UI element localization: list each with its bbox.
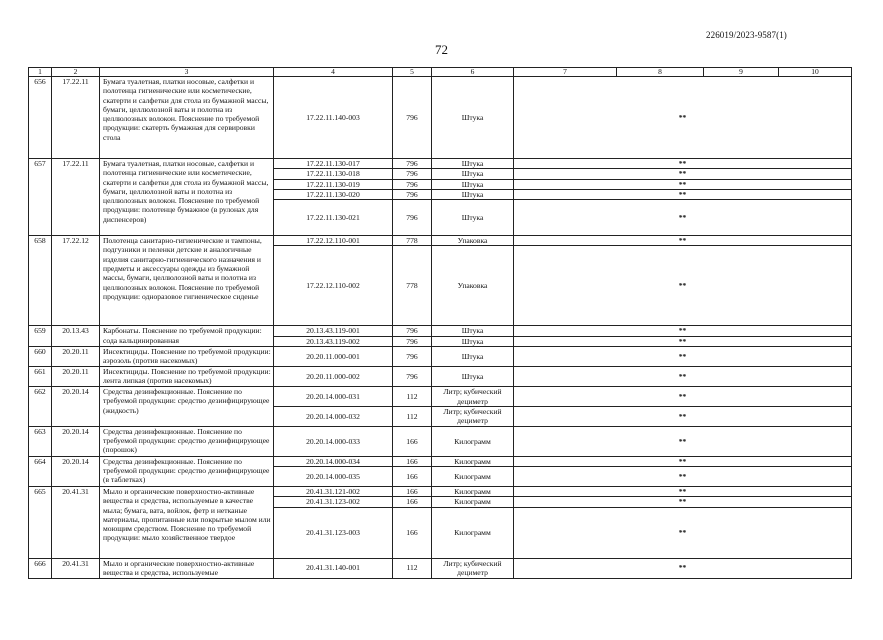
ktru-code-cell: 20.20.14.000-032 (274, 407, 393, 427)
document-number: 226019/2023-9587(1) (706, 30, 787, 40)
product-description-cell: Мыло и органические поверхностно-активные вещества и средства, используемые в качестве мыла; бумага, вата, войлок, фетр и нетканые материалы, пропитанные или покрытые мылом или моющим средством. Пояснение по требуемой продукции: мыло хозяйственное твердое (100, 486, 274, 558)
col-header-5: 5 (393, 68, 432, 77)
merged-mark-cell: ** (514, 367, 852, 387)
merged-mark-cell: ** (514, 347, 852, 367)
unit-code-cell: 796 (393, 169, 432, 179)
unit-name-cell: Килограмм (432, 486, 514, 496)
product-description-cell: Полотенца санитарно-гигиенические и тампоны, подгузники и пеленки детские и аналогичные изделия санитарно-гигиенического назначения и предметы и аксессуары одежды из бумажной массы, бумаги, целлюлозной ваты и полотна из целлюлозных волокон. Пояснение по требуемой продукции: одноразовое гигиеническое сиденье (100, 236, 274, 326)
table-row (29, 326, 852, 336)
table-row (29, 387, 852, 407)
col-header-8: 8 (617, 68, 704, 77)
unit-code-cell: 796 (393, 347, 432, 367)
product-description-cell: Карбонаты. Пояснение по требуемой продукции: сода кальцинированная (100, 326, 274, 347)
row-number-cell: 665 (29, 486, 52, 558)
unit-code-cell: 796 (393, 179, 432, 189)
okpd-code-cell: 17.22.11 (52, 159, 100, 236)
unit-code-cell: 166 (393, 426, 432, 456)
ktru-code-cell: 20.20.14.000-035 (274, 466, 393, 486)
merged-mark-cell: ** (514, 387, 852, 407)
ktru-code-cell: 17.22.12.110-002 (274, 246, 393, 326)
okpd-code-cell: 20.13.43 (52, 326, 100, 347)
row-number-cell: 661 (29, 367, 52, 387)
unit-name-cell: Штука (432, 367, 514, 387)
product-description-cell: Средства дезинфекционные. Пояснение по требуемой продукции: средство дезинфицирующее (в таблетках) (100, 456, 274, 486)
ktru-code-cell: 20.13.43.119-001 (274, 326, 393, 336)
col-header-10: 10 (779, 68, 852, 77)
table-row (29, 236, 852, 246)
unit-name-cell: Штука (432, 179, 514, 189)
unit-name-cell: Литр; кубический дециметр (432, 387, 514, 407)
row-number-cell: 656 (29, 77, 52, 159)
merged-mark-cell: ** (514, 558, 852, 578)
unit-name-cell: Упаковка (432, 236, 514, 246)
row-number-cell: 657 (29, 159, 52, 236)
product-description-cell: Средства дезинфекционные. Пояснение по требуемой продукции: средство дезинфицирующее (порошок) (100, 426, 274, 456)
col-header-7: 7 (514, 68, 617, 77)
row-number-cell: 666 (29, 558, 52, 578)
merged-mark-cell: ** (514, 407, 852, 427)
col-header-1: 1 (29, 68, 52, 77)
okpd-code-cell: 20.20.11 (52, 347, 100, 367)
merged-mark-cell: ** (514, 336, 852, 346)
table-row (29, 77, 852, 159)
merged-mark-cell: ** (514, 426, 852, 456)
unit-code-cell: 796 (393, 77, 432, 159)
table-row (29, 486, 852, 496)
unit-name-cell: Штука (432, 159, 514, 169)
unit-code-cell: 796 (393, 367, 432, 387)
merged-mark-cell: ** (514, 507, 852, 558)
unit-code-cell: 112 (393, 407, 432, 427)
unit-name-cell: Штука (432, 77, 514, 159)
merged-mark-cell: ** (514, 466, 852, 486)
merged-mark-cell: ** (514, 169, 852, 179)
ktru-code-cell: 20.13.43.119-002 (274, 336, 393, 346)
ktru-code-cell: 20.20.14.000-031 (274, 387, 393, 407)
ktru-code-cell: 17.22.12.110-001 (274, 236, 393, 246)
unit-name-cell: Упаковка (432, 246, 514, 326)
col-header-4: 4 (274, 68, 393, 77)
okpd-code-cell: 17.22.12 (52, 236, 100, 326)
merged-mark-cell: ** (514, 486, 852, 496)
merged-mark-cell: ** (514, 77, 852, 159)
okpd-code-cell: 20.20.14 (52, 387, 100, 427)
merged-mark-cell: ** (514, 456, 852, 466)
ktru-code-cell: 20.41.31.121-002 (274, 486, 393, 496)
ktru-code-cell: 17.22.11.130-019 (274, 179, 393, 189)
okpd-code-cell: 17.22.11 (52, 77, 100, 159)
unit-name-cell: Штука (432, 336, 514, 346)
unit-name-cell: Литр; кубический дециметр (432, 558, 514, 578)
unit-code-cell: 796 (393, 336, 432, 346)
row-number-cell: 658 (29, 236, 52, 326)
ktru-code-cell: 17.22.11.130-018 (274, 169, 393, 179)
product-description-cell: Бумага туалетная, платки носовые, салфетки и полотенца гигиенические или косметические, скатерти и салфетки для стола из бумажной массы, бумаги, целлюлозной ваты и полотна из целлюлозных волокон. Пояснение по требуемой продукции: полотенце бумажное (в рулонах для диспенсеров) (100, 159, 274, 236)
row-number-cell: 663 (29, 426, 52, 456)
table-row (29, 347, 852, 367)
col-header-6: 6 (432, 68, 514, 77)
header-row (29, 68, 852, 77)
merged-mark-cell: ** (514, 159, 852, 169)
row-number-cell: 660 (29, 347, 52, 367)
okpd-code-cell: 20.20.14 (52, 426, 100, 456)
procurement-table (28, 67, 852, 579)
okpd-code-cell: 20.41.31 (52, 486, 100, 558)
unit-code-cell: 112 (393, 387, 432, 407)
unit-code-cell: 796 (393, 326, 432, 336)
row-number-cell: 659 (29, 326, 52, 347)
product-description-cell: Мыло и органические поверхностно-активные вещества и средства, используемые (100, 558, 274, 578)
merged-mark-cell: ** (514, 189, 852, 199)
unit-name-cell: Килограмм (432, 507, 514, 558)
unit-code-cell: 112 (393, 558, 432, 578)
product-description-cell: Инсектициды. Пояснение по требуемой продукции: лента липкая (против насекомых) (100, 367, 274, 387)
ktru-code-cell: 20.20.14.000-034 (274, 456, 393, 466)
unit-code-cell: 166 (393, 456, 432, 466)
unit-code-cell: 796 (393, 189, 432, 199)
unit-code-cell: 796 (393, 200, 432, 236)
merged-mark-cell: ** (514, 200, 852, 236)
ktru-code-cell: 20.20.11.000-001 (274, 347, 393, 367)
col-header-9: 9 (704, 68, 779, 77)
ktru-code-cell: 20.41.31.140-001 (274, 558, 393, 578)
col-header-3: 3 (100, 68, 274, 77)
unit-name-cell: Штука (432, 200, 514, 236)
unit-name-cell: Килограмм (432, 456, 514, 466)
table-row (29, 367, 852, 387)
product-description-cell: Инсектициды. Пояснение по требуемой продукции: аэрозоль (против насекомых) (100, 347, 274, 367)
okpd-code-cell: 20.20.14 (52, 456, 100, 486)
ktru-code-cell: 20.41.31.123-003 (274, 507, 393, 558)
okpd-code-cell: 20.20.11 (52, 367, 100, 387)
merged-mark-cell: ** (514, 497, 852, 507)
unit-name-cell: Килограмм (432, 497, 514, 507)
product-description-cell: Бумага туалетная, платки носовые, салфетки и полотенца гигиенические или косметические, скатерти и салфетки для стола из бумажной массы, бумаги, целлюлозной ваты и полотна из целлюлозных волокон. Пояснение по требуемой продукции: скатерть бумажная для сервировки стола (100, 77, 274, 159)
row-number-cell: 664 (29, 456, 52, 486)
unit-code-cell: 166 (393, 466, 432, 486)
table-row (29, 456, 852, 466)
row-number-cell: 662 (29, 387, 52, 427)
merged-mark-cell: ** (514, 179, 852, 189)
ktru-code-cell: 17.22.11.140-003 (274, 77, 393, 159)
page-number: 72 (435, 42, 448, 57)
unit-name-cell: Килограмм (432, 426, 514, 456)
unit-name-cell: Штука (432, 347, 514, 367)
unit-code-cell: 778 (393, 246, 432, 326)
unit-name-cell: Штука (432, 169, 514, 179)
ktru-code-cell: 20.20.11.000-002 (274, 367, 393, 387)
unit-name-cell: Килограмм (432, 466, 514, 486)
okpd-code-cell: 20.41.31 (52, 558, 100, 578)
unit-code-cell: 166 (393, 507, 432, 558)
unit-code-cell: 166 (393, 497, 432, 507)
col-header-2: 2 (52, 68, 100, 77)
ktru-code-cell: 17.22.11.130-021 (274, 200, 393, 236)
ktru-code-cell: 17.22.11.130-017 (274, 159, 393, 169)
merged-mark-cell: ** (514, 326, 852, 336)
unit-code-cell: 166 (393, 486, 432, 496)
merged-mark-cell: ** (514, 246, 852, 326)
unit-code-cell: 778 (393, 236, 432, 246)
ktru-code-cell: 17.22.11.130-020 (274, 189, 393, 199)
product-description-cell: Средства дезинфекционные. Пояснение по требуемой продукции: средство дезинфицирующее (жидкость) (100, 387, 274, 427)
unit-name-cell: Штука (432, 189, 514, 199)
table-row (29, 426, 852, 456)
ktru-code-cell: 20.20.14.000-033 (274, 426, 393, 456)
ktru-code-cell: 20.41.31.123-002 (274, 497, 393, 507)
unit-code-cell: 796 (393, 159, 432, 169)
table-row (29, 159, 852, 169)
unit-name-cell: Литр; кубический дециметр (432, 407, 514, 427)
table-row (29, 558, 852, 578)
merged-mark-cell: ** (514, 236, 852, 246)
unit-name-cell: Штука (432, 326, 514, 336)
